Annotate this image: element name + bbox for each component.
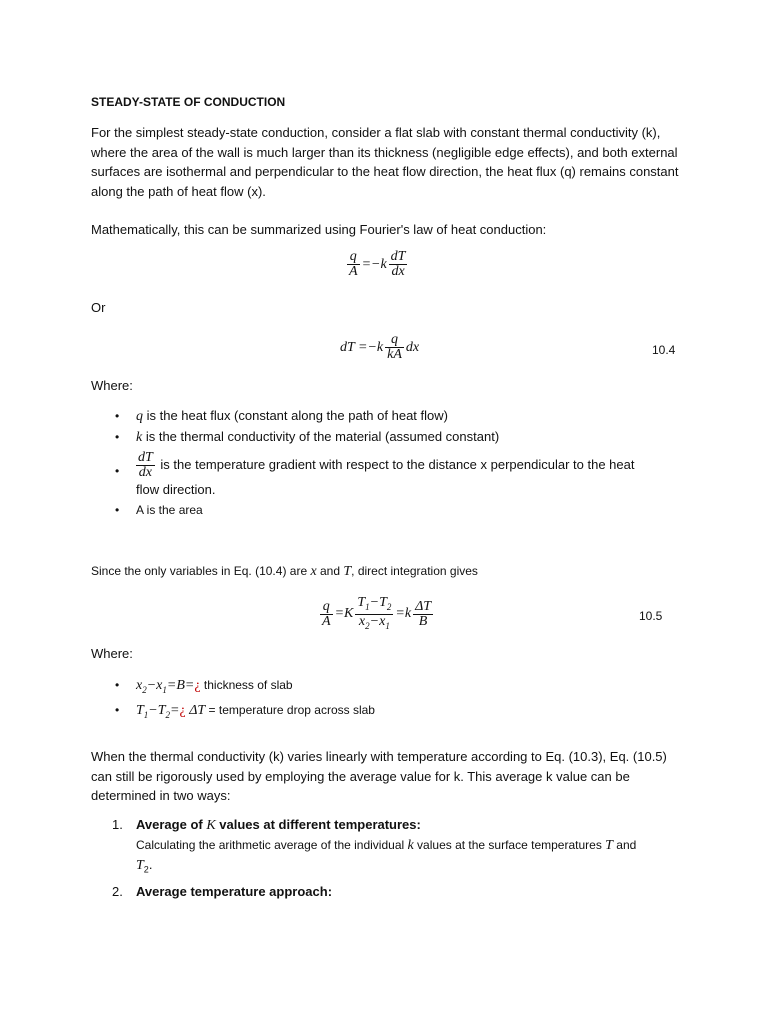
- equation-10-5: $\frac{q}{A}$ =K $\frac{T_1-T_2}{x_2-x_1}$ =k $\frac{\Delta T}{B}$: [322, 595, 432, 631]
- fourier-intro: Mathematically, this can be summarized using Fourier's law of heat conduction:: [91, 222, 547, 237]
- equation-operator: =−k: [361, 256, 387, 272]
- list-item: • A is the area: [115, 503, 203, 517]
- section-heading: STEADY-STATE OF CONDUCTION: [91, 95, 286, 109]
- equation-number-10-5: 10.5: [639, 609, 663, 623]
- equation-fourier: [345, 250, 409, 279]
- list-item: • $x_2-x_1=B=¿$ thickness of slab: [115, 678, 293, 695]
- list-item: • q is the heat flux (constant along the path of heat flow): [115, 408, 448, 424]
- definitions-list-2: [91, 675, 711, 725]
- where-label-1: Where:: [91, 378, 133, 393]
- fraction-dt-dx: $\frac{dT}{dx}$: [390, 249, 406, 279]
- fraction-delta-t-over-b: $\frac{\Delta T}{B}$: [415, 598, 432, 629]
- fraction-dt-dx-inline: $\frac{dT}{dx}$: [138, 450, 153, 480]
- integration-intro: Since the only variables in Eq. (10.4) are x and T, direct integration gives: [91, 564, 478, 579]
- definitions-list-1: [91, 406, 711, 520]
- fraction-t-diff-over-x-diff: $\frac{T_1-T_2}{x_2-x_1}$: [357, 595, 392, 631]
- fraction-q-over-a: $\frac{q}{A}$: [349, 249, 358, 279]
- list-item: 2. Average temperature approach:: [112, 883, 333, 899]
- variable-k-paragraph: When the thermal conductivity (k) varies linearly with temperature according to Eq. (10.3), Eq. (10.5) can still be rigorously used by employing the average value for k. This average k value can be determined in two ways:: [91, 749, 667, 803]
- list-item: 1. Average of K values at different temperatures: Calculating the arithmetic average of the individual k values at the surface temperatures T and $T_2$.: [112, 817, 637, 875]
- or-text: Or: [91, 300, 106, 315]
- list-item: • $T_1-T_2=¿$ ΔT = temperature drop across slab: [115, 702, 375, 720]
- fraction-q-over-a-2: $\frac{q}{A}$: [322, 598, 331, 629]
- list-item: • $\frac{dT}{dx}$ is the temperature gradient with respect to the distance x perpendicular to the heat flow direction.: [115, 450, 635, 497]
- where-label-2: Where:: [91, 646, 133, 661]
- methods-list: [91, 815, 711, 901]
- equation-number-10-4: 10.4: [652, 343, 676, 357]
- equation-10-4: dT =−k $\frac{q}{kA}$ dx: [340, 332, 420, 362]
- intro-paragraph: For the simplest steady-state conduction, consider a flat slab with constant thermal conductivity (k), where the area of the wall is much larger than its thickness (negligible edge effects), and both external surfaces are isothermal and perpendicular to the heat flow direction, the heat flux (q) remains constant along the path of heat flow (x).: [91, 125, 679, 199]
- fraction-q-over-ka: $\frac{q}{kA}$: [387, 332, 402, 362]
- list-item: • k is the thermal conductivity of the material (assumed constant): [115, 429, 500, 445]
